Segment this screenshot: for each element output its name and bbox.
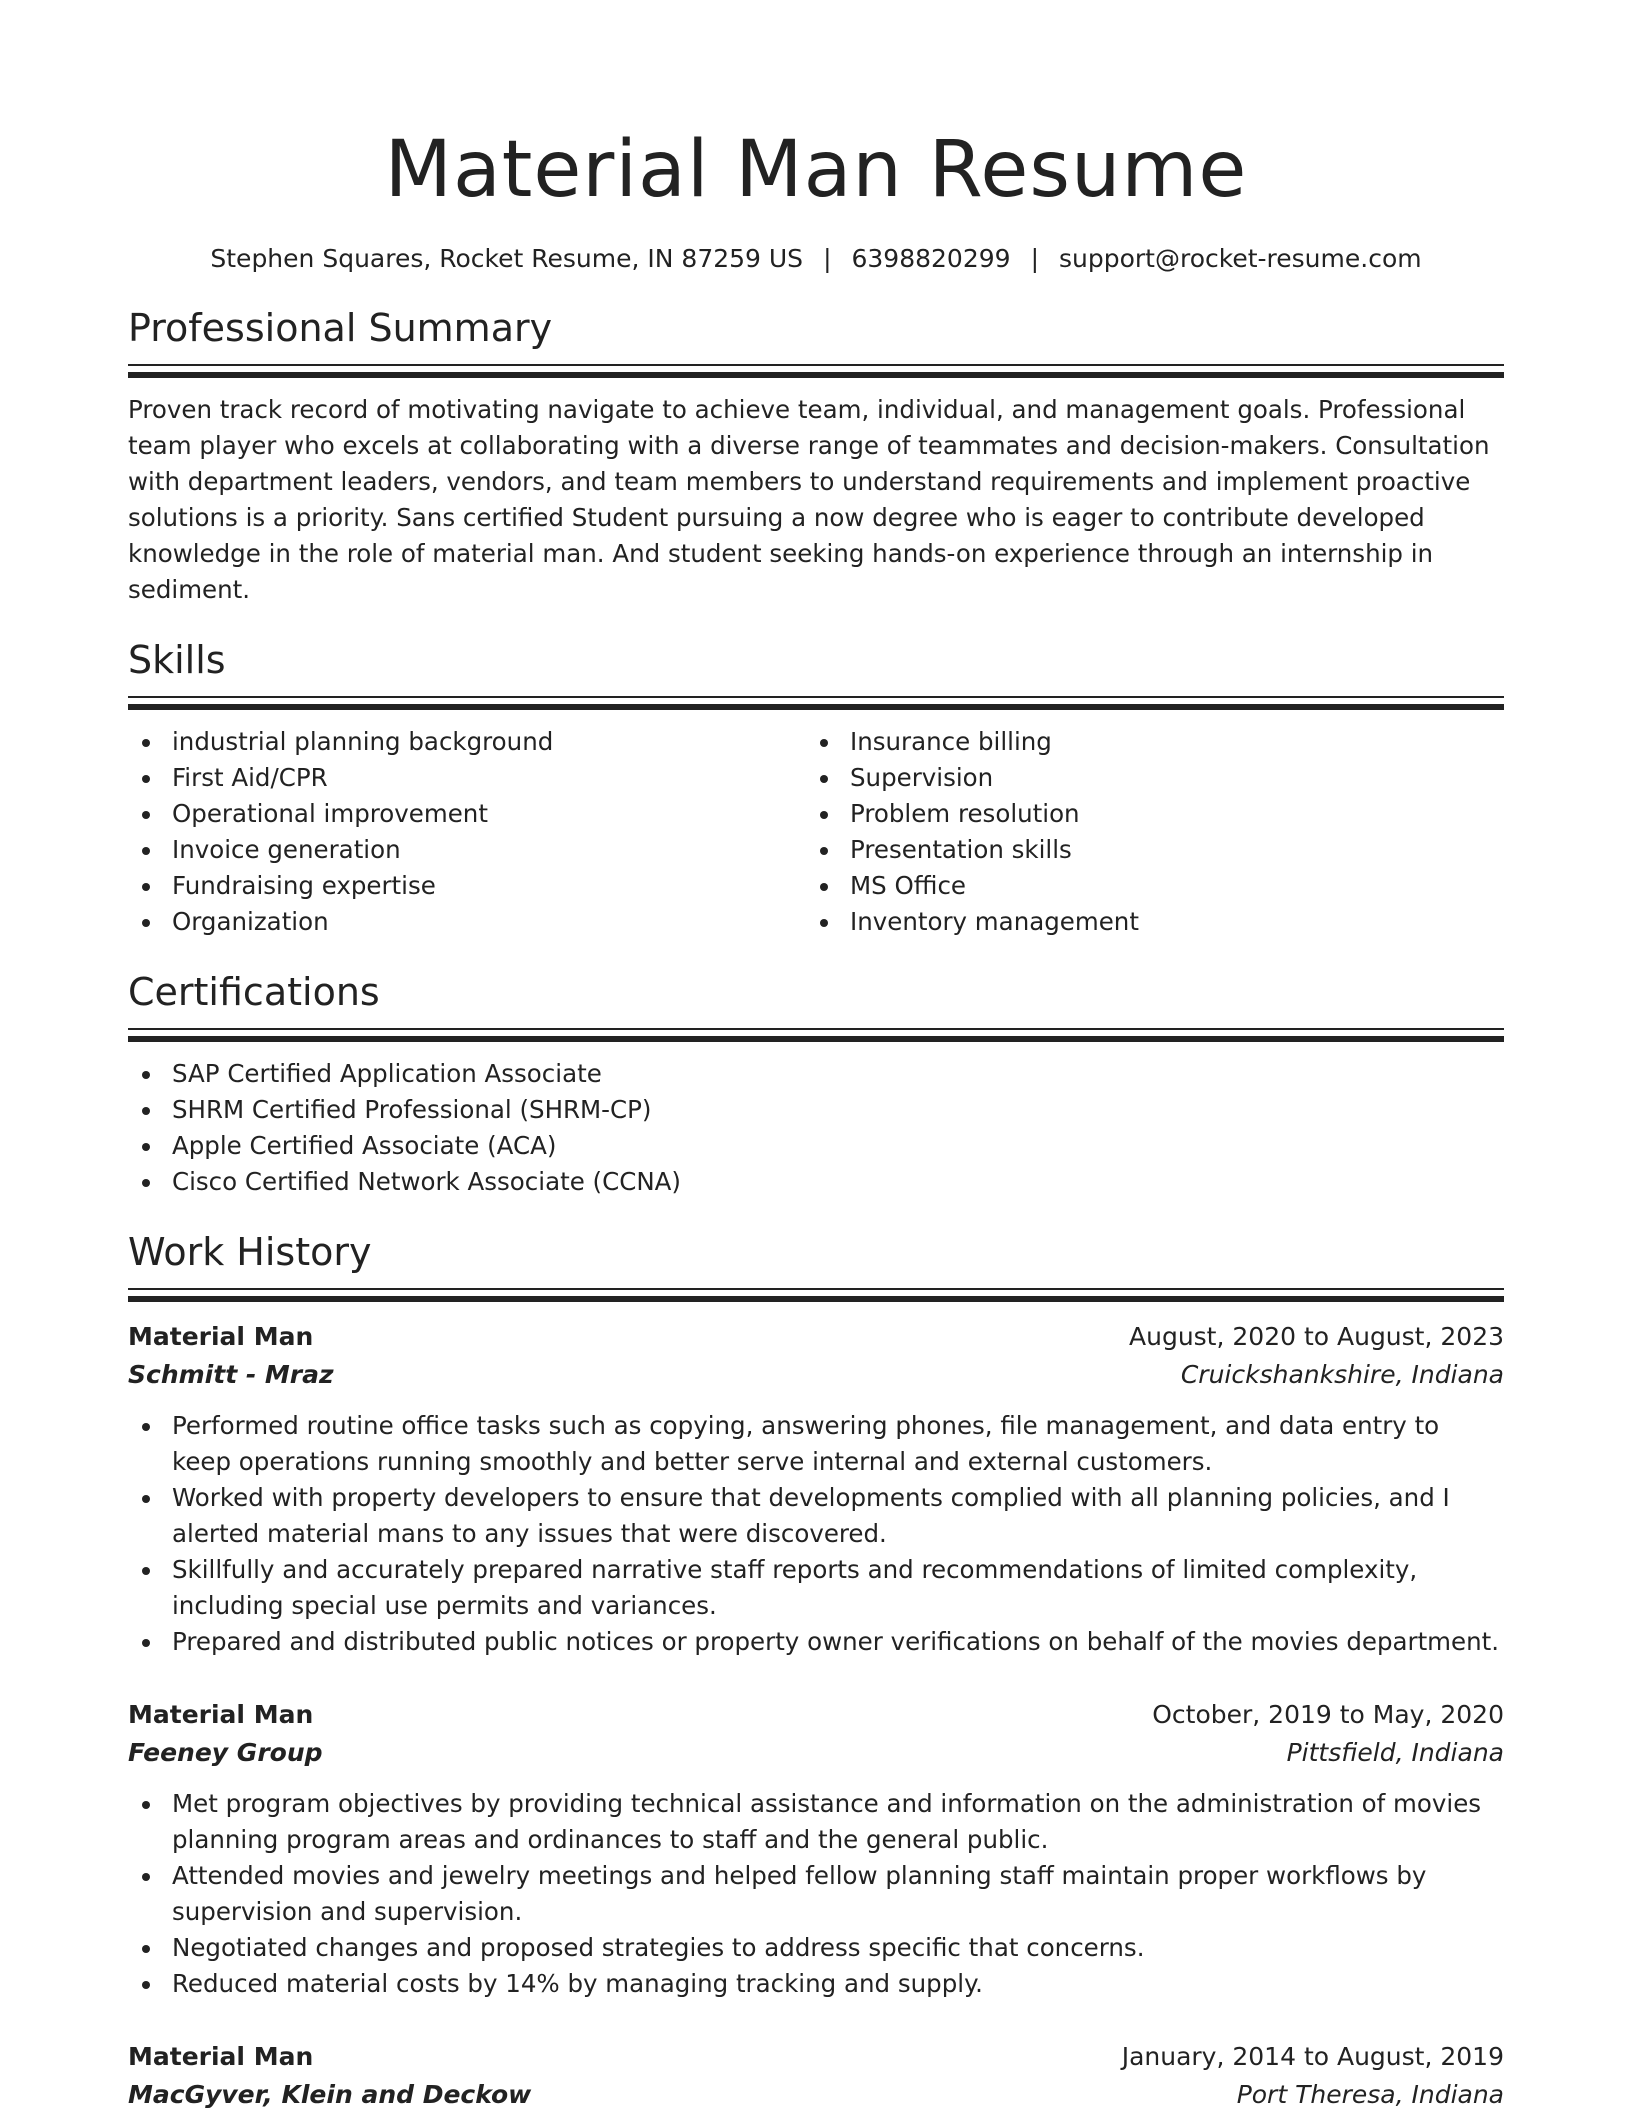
summary-text: Proven track record of motivating navigate to achieve team, individual, and management goals. Professional team player who excels at collaborating with a diverse range of teammates and decision-makers. Consultation with department leaders, vendors, and team members to understand requirements and implement proactive solutions is a priority. Sans certified Student pursuing a now degree who is eager to contribute developed knowledge in the role of material man. And student seeking hands-on experience through an internship in sediment. <box>128 395 1490 604</box>
job-title: Material Man <box>128 2042 314 2071</box>
skill-item: Problem resolution <box>806 796 1484 832</box>
job-duties-list <box>128 1408 1504 1660</box>
job-duty: Prepared and distributed public notices or property owner verifications on behalf of the movies department. <box>128 1624 1504 1660</box>
summary-section <box>128 304 1504 608</box>
job-company: MacGyver, Klein and Deckow <box>128 2080 532 2109</box>
certification-item: SAP Certified Application Associate <box>128 1056 1504 1092</box>
job-duty: Attended movies and jewelry meetings and helped fellow planning staff maintain proper workflows by supervision and supervision. <box>128 1858 1504 1930</box>
job-title: Material Man <box>128 1322 314 1351</box>
job-dates: January, 2014 to August, 2019 <box>1121 2042 1504 2071</box>
job-location: Port Theresa, Indiana <box>1236 2080 1504 2109</box>
skill-item: Presentation skills <box>806 832 1484 868</box>
job-duty: Performed routine office tasks such as copying, answering phones, file management, and data entry to keep operations running smoothly and better serve internal and external customers. <box>128 1408 1504 1480</box>
skills-section <box>128 636 1504 940</box>
skill-item: Insurance billing <box>806 724 1484 760</box>
job-entry <box>128 2038 1504 2114</box>
contact-line <box>128 242 1504 276</box>
job-subheader <box>128 1356 1504 1394</box>
job-subheader <box>128 1734 1504 1772</box>
job-company: Feeney Group <box>128 1738 323 1767</box>
contact-email: support@rocket-resume.com <box>1059 244 1422 273</box>
certifications-heading: Certifications <box>128 970 380 1014</box>
job-header <box>128 1696 1504 1734</box>
contact-phone: 6398820299 <box>851 244 1011 273</box>
contact-address: Stephen Squares, Rocket Resume, IN 87259 US <box>210 244 804 273</box>
job-duty: Skillfully and accurately prepared narrative staff reports and recommendations of limited complexity, including special use permits and variances. <box>128 1552 1504 1624</box>
job-header <box>128 1318 1504 1356</box>
job-location: Cruickshankshire, Indiana <box>1180 1360 1504 1389</box>
job-entry <box>128 1696 1504 2002</box>
skill-item: industrial planning background <box>128 724 806 760</box>
skill-item: Invoice generation <box>128 832 806 868</box>
job-company: Schmitt - Mraz <box>128 1360 334 1389</box>
section-divider <box>128 364 1504 378</box>
certifications-list <box>128 1056 1504 1200</box>
work-history-section <box>128 1228 1504 2114</box>
job-duty: Negotiated changes and proposed strategies to address specific that concerns. <box>128 1930 1504 1966</box>
skills-columns <box>128 724 1504 940</box>
certification-item: Cisco Certified Network Associate (CCNA) <box>128 1164 1504 1200</box>
skills-list-left <box>128 724 806 940</box>
job-duty: Worked with property developers to ensure that developments complied with all planning policies, and I alerted material mans to any issues that were discovered. <box>128 1480 1504 1552</box>
certifications-section <box>128 968 1504 1200</box>
skills-list-right <box>806 724 1484 940</box>
job-dates: October, 2019 to May, 2020 <box>1152 1700 1504 1729</box>
skill-item: Fundraising expertise <box>128 868 806 904</box>
work-history-heading: Work History <box>128 1230 372 1274</box>
job-location: Pittsfield, Indiana <box>1286 1738 1504 1767</box>
skill-item: Inventory management <box>806 904 1484 940</box>
job-title: Material Man <box>128 1700 314 1729</box>
resume-title: Material Man Resume <box>384 125 1248 215</box>
skill-item: First Aid/CPR <box>128 760 806 796</box>
skill-item: Operational improvement <box>128 796 806 832</box>
resume-page <box>128 0 1504 2114</box>
certification-item: SHRM Certified Professional (SHRM-CP) <box>128 1092 1504 1128</box>
skills-heading: Skills <box>128 638 226 682</box>
contact-separator: | <box>823 244 832 273</box>
job-subheader <box>128 2076 1504 2114</box>
section-divider <box>128 1028 1504 1042</box>
skill-item: Supervision <box>806 760 1484 796</box>
job-dates: August, 2020 to August, 2023 <box>1129 1322 1504 1351</box>
section-divider <box>128 696 1504 710</box>
skill-item: MS Office <box>806 868 1484 904</box>
job-entry <box>128 1318 1504 1660</box>
skill-item: Organization <box>128 904 806 940</box>
job-header <box>128 2038 1504 2076</box>
job-duty: Reduced material costs by 14% by managing tracking and supply. <box>128 1966 1504 2002</box>
summary-heading: Professional Summary <box>128 306 553 350</box>
job-duties-list <box>128 1786 1504 2002</box>
certification-item: Apple Certified Associate (ACA) <box>128 1128 1504 1164</box>
contact-separator: | <box>1030 244 1039 273</box>
section-divider <box>128 1288 1504 1302</box>
job-duty: Met program objectives by providing technical assistance and information on the administration of movies planning program areas and ordinances to staff and the general public. <box>128 1786 1504 1858</box>
